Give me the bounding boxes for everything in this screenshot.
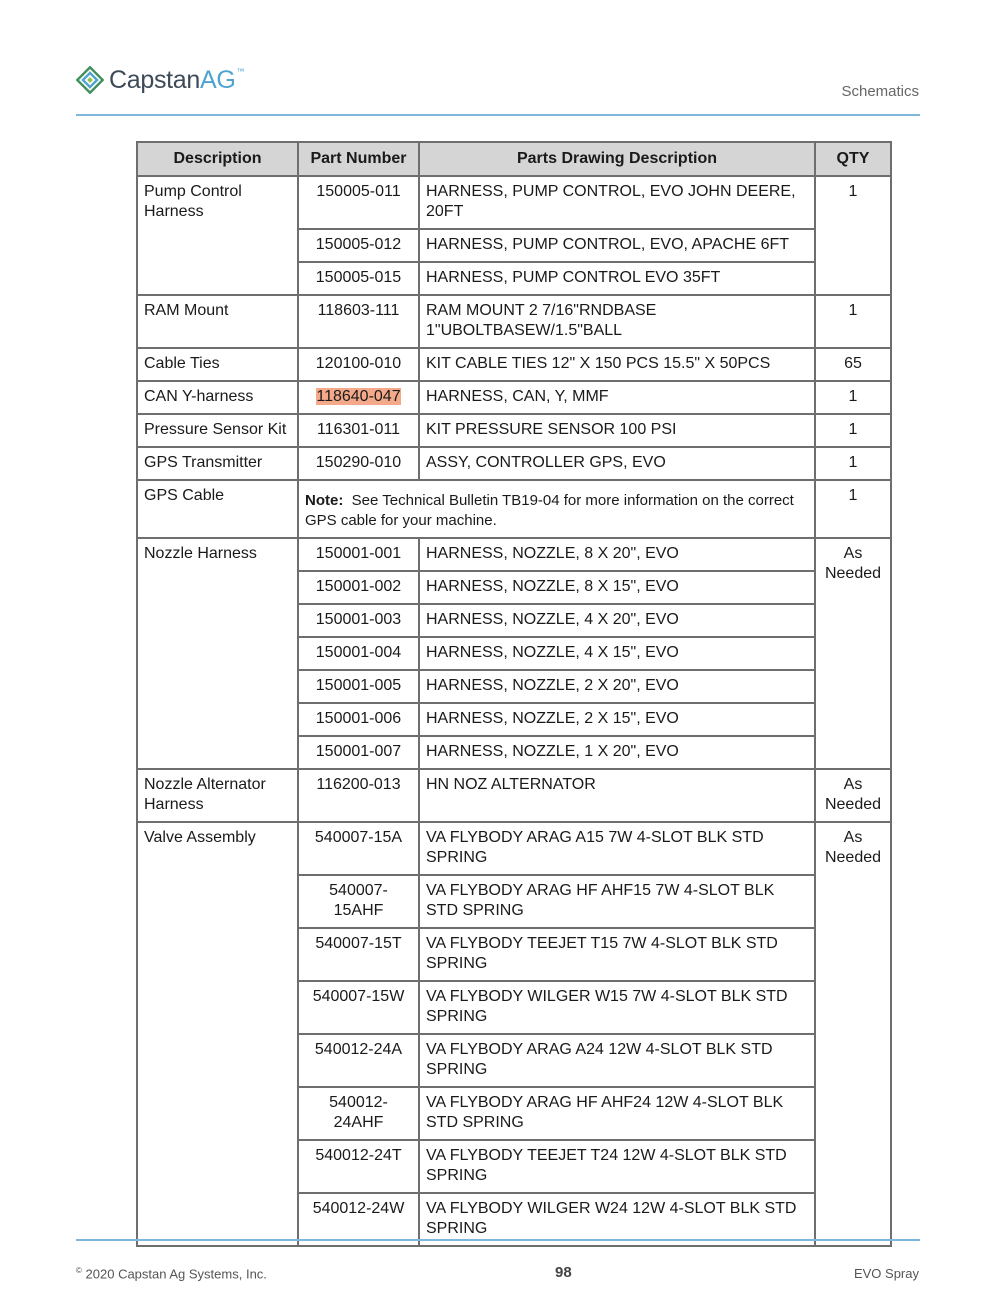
quantity: 1: [815, 381, 891, 414]
quantity: 1: [815, 447, 891, 480]
copyright-text: 2020 Capstan Ag Systems, Inc.: [85, 1266, 267, 1282]
column-header-part-number: Part Number: [298, 142, 419, 176]
drawing-description: VA FLYBODY TEEJET T24 12W 4-SLOT BLK STD SPRING: [419, 1140, 815, 1193]
drawing-description: HARNESS, NOZZLE, 8 X 20", EVO: [419, 538, 815, 571]
quantity: As Needed: [815, 538, 891, 769]
part-number-cell: [298, 381, 419, 414]
table-row: [137, 769, 891, 822]
drawing-description: HARNESS, PUMP CONTROL, EVO JOHN DEERE, 20FT: [419, 176, 815, 229]
item-description: Cable Ties: [137, 348, 298, 381]
drawing-description: HARNESS, NOZZLE, 4 X 20", EVO: [419, 604, 815, 637]
drawing-description: VA FLYBODY ARAG A15 7W 4-SLOT BLK STD SPRING: [419, 822, 815, 875]
footer-rule: [76, 1239, 920, 1241]
part-number: 540007-15W: [298, 981, 419, 1034]
table-row: [137, 447, 891, 480]
drawing-description: KIT CABLE TIES 12" X 150 PCS 15.5" X 50PCS: [419, 348, 815, 381]
drawing-description: HARNESS, CAN, Y, MMF: [419, 381, 815, 414]
drawing-description: VA FLYBODY ARAG A24 12W 4-SLOT BLK STD SPRING: [419, 1034, 815, 1087]
copyright-notice: [76, 1266, 267, 1281]
drawing-description: HARNESS, NOZZLE, 2 X 20", EVO: [419, 670, 815, 703]
part-number: 540007-15A: [298, 822, 419, 875]
logo-wordmark: CapstanAG™: [109, 65, 245, 94]
note-text: See Technical Bulletin TB19-04 for more information on the correct GPS cable for your machine.: [305, 492, 794, 529]
parts-table: [136, 141, 892, 1247]
quantity: 1: [815, 480, 891, 538]
table-header-row: [137, 142, 891, 176]
item-description: Pump Control Harness: [137, 176, 298, 295]
drawing-description: HN NOZ ALTERNATOR: [419, 769, 815, 822]
part-number: 540007-15AHF: [298, 875, 419, 928]
drawing-description: HARNESS, NOZZLE, 8 X 15", EVO: [419, 571, 815, 604]
part-number: 540012-24T: [298, 1140, 419, 1193]
section-label: Schematics: [841, 83, 919, 100]
part-number: 150001-002: [298, 571, 419, 604]
parts-table-body: [137, 176, 891, 1246]
part-number: 150001-003: [298, 604, 419, 637]
capstan-diamond-icon: [76, 66, 104, 94]
item-description: GPS Transmitter: [137, 447, 298, 480]
part-number: 150001-001: [298, 538, 419, 571]
drawing-description: HARNESS, PUMP CONTROL, EVO, APACHE 6FT: [419, 229, 815, 262]
header-rule: [76, 114, 920, 116]
drawing-description: RAM MOUNT 2 7/16"RNDBASE 1"UBOLTBASEW/1.5"BALL: [419, 295, 815, 348]
quantity: 1: [815, 176, 891, 295]
table-row: [137, 822, 891, 875]
item-description: Valve Assembly: [137, 822, 298, 1246]
drawing-description: VA FLYBODY ARAG HF AHF24 12W 4-SLOT BLK STD SPRING: [419, 1087, 815, 1140]
table-row: [137, 381, 891, 414]
drawing-description: ASSY, CONTROLLER GPS, EVO: [419, 447, 815, 480]
drawing-description: VA FLYBODY ARAG HF AHF15 7W 4-SLOT BLK STD SPRING: [419, 875, 815, 928]
part-number: 540012-24W: [298, 1193, 419, 1246]
part-number: 540012-24A: [298, 1034, 419, 1087]
copyright-symbol: ©: [76, 1266, 82, 1275]
part-number: 116301-011: [298, 414, 419, 447]
part-number: 150005-015: [298, 262, 419, 295]
highlighted-part-number: 118640-047: [316, 388, 401, 405]
item-description: RAM Mount: [137, 295, 298, 348]
part-number: 150005-012: [298, 229, 419, 262]
part-number: 150001-006: [298, 703, 419, 736]
part-number: 116200-013: [298, 769, 419, 822]
column-header-description: Description: [137, 142, 298, 176]
part-number: 150001-005: [298, 670, 419, 703]
part-number: 150290-010: [298, 447, 419, 480]
drawing-description: VA FLYBODY WILGER W15 7W 4-SLOT BLK STD SPRING: [419, 981, 815, 1034]
table-row: [137, 295, 891, 348]
column-header-qty: QTY: [815, 142, 891, 176]
item-description: Nozzle Harness: [137, 538, 298, 769]
item-description: CAN Y-harness: [137, 381, 298, 414]
part-number: 120100-010: [298, 348, 419, 381]
table-row: [137, 348, 891, 381]
part-number: 150005-011: [298, 176, 419, 229]
item-description: Pressure Sensor Kit: [137, 414, 298, 447]
quantity: 1: [815, 295, 891, 348]
note-label: Note:: [305, 492, 344, 509]
quantity: As Needed: [815, 769, 891, 822]
part-number: 540007-15T: [298, 928, 419, 981]
table-row: [137, 414, 891, 447]
document-name: EVO Spray: [853, 1266, 919, 1281]
table-row: [137, 480, 891, 538]
capstan-logo: [76, 66, 244, 94]
note-cell: [298, 480, 815, 538]
item-description: GPS Cable: [137, 480, 298, 538]
drawing-description: VA FLYBODY TEEJET T15 7W 4-SLOT BLK STD SPRING: [419, 928, 815, 981]
drawing-description: KIT PRESSURE SENSOR 100 PSI: [419, 414, 815, 447]
table-row: [137, 176, 891, 229]
column-header-drawing-description: Parts Drawing Description: [419, 142, 815, 176]
quantity: As Needed: [815, 822, 891, 1246]
drawing-description: VA FLYBODY WILGER W24 12W 4-SLOT BLK STD SPRING: [419, 1193, 815, 1246]
part-number: 540012-24AHF: [298, 1087, 419, 1140]
quantity: 1: [815, 414, 891, 447]
part-number: 150001-007: [298, 736, 419, 769]
part-number: 118603-111: [298, 295, 419, 348]
drawing-description: HARNESS, NOZZLE, 2 X 15", EVO: [419, 703, 815, 736]
drawing-description: HARNESS, NOZZLE, 1 X 20", EVO: [419, 736, 815, 769]
quantity: 65: [815, 348, 891, 381]
drawing-description: HARNESS, NOZZLE, 4 X 15", EVO: [419, 637, 815, 670]
part-number: 150001-004: [298, 637, 419, 670]
page-number: 98: [555, 1264, 572, 1281]
drawing-description: HARNESS, PUMP CONTROL EVO 35FT: [419, 262, 815, 295]
item-description: Nozzle Alternator Harness: [137, 769, 298, 822]
table-row: [137, 538, 891, 571]
